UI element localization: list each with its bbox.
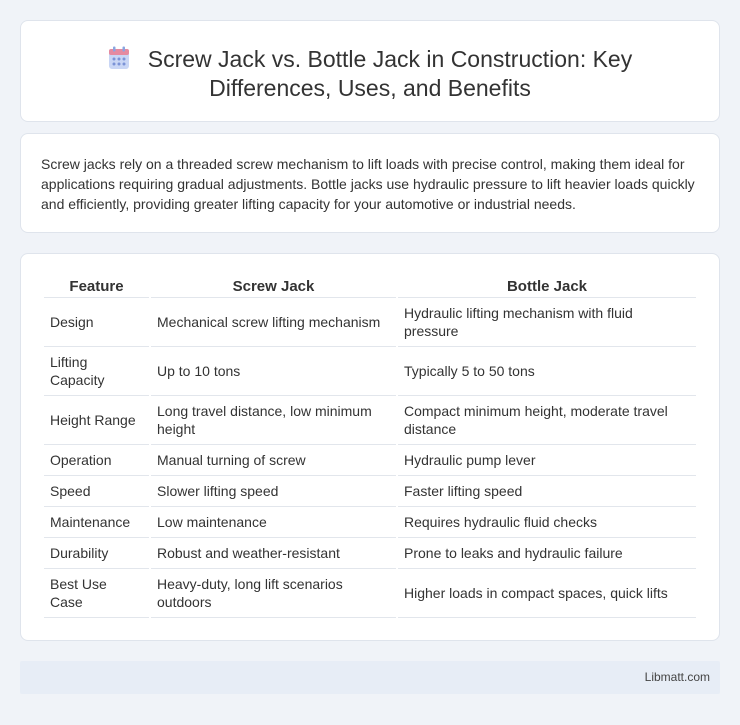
row-feature: Speed (44, 476, 149, 507)
row-feature: Maintenance (44, 507, 149, 538)
row-screw-jack: Robust and weather-resistant (151, 538, 396, 569)
row-bottle-jack: Prone to leaks and hydraulic failure (398, 538, 696, 569)
table-row (44, 347, 696, 396)
footer-brand-link[interactable]: Libmatt.com (644, 670, 710, 684)
row-bottle-jack: Faster lifting speed (398, 476, 696, 507)
row-bottle-jack: Typically 5 to 50 tons (398, 347, 696, 396)
row-screw-jack: Low maintenance (151, 507, 396, 538)
row-feature: Lifting Capacity (44, 347, 149, 396)
row-feature: Operation (44, 445, 149, 476)
table-row (44, 538, 696, 569)
footer-bar (20, 661, 720, 694)
table-header-row (44, 276, 696, 298)
row-screw-jack: Mechanical screw lifting mechanism (151, 298, 396, 347)
row-screw-jack: Long travel distance, low minimum height (151, 396, 396, 445)
table-row (44, 298, 696, 347)
header-feature: Feature (44, 276, 149, 298)
row-feature: Design (44, 298, 149, 347)
row-bottle-jack: Higher loads in compact spaces, quick lifts (398, 569, 696, 618)
header-screw-jack: Screw Jack (151, 276, 396, 298)
row-bottle-jack: Hydraulic pump lever (398, 445, 696, 476)
row-bottle-jack: Hydraulic lifting mechanism with fluid pressure (398, 298, 696, 347)
row-bottle-jack: Compact minimum height, moderate travel distance (398, 396, 696, 445)
table-row (44, 476, 696, 507)
row-screw-jack: Manual turning of screw (151, 445, 396, 476)
row-screw-jack: Up to 10 tons (151, 347, 396, 396)
calendar-icon (108, 46, 130, 70)
table-row (44, 445, 696, 476)
row-screw-jack: Heavy-duty, long lift scenarios outdoors (151, 569, 396, 618)
table-row (44, 569, 696, 618)
page-title-wrap (21, 45, 719, 103)
row-screw-jack: Slower lifting speed (151, 476, 396, 507)
intro-paragraph: Screw jacks rely on a threaded screw mechanism to lift loads with precise control, making them ideal for applications requiring gradual adjustments. Bottle jacks use hydraulic pressure to lift heavier loads quickly and efficiently, providing greater lifting capacity for your automotive or industrial needs. (41, 156, 695, 212)
row-feature: Best Use Case (44, 569, 149, 618)
table-row (44, 396, 696, 445)
row-feature: Durability (44, 538, 149, 569)
comparison-table (42, 276, 698, 618)
header-bottle-jack: Bottle Jack (398, 276, 696, 298)
title-card (20, 20, 720, 122)
comparison-table-card (20, 253, 720, 641)
table-row (44, 507, 696, 538)
row-bottle-jack: Requires hydraulic fluid checks (398, 507, 696, 538)
page-title: Screw Jack vs. Bottle Jack in Construction: Key Differences, Uses, and Benefits (147, 46, 633, 101)
intro-card (20, 133, 720, 233)
row-feature: Height Range (44, 396, 149, 445)
